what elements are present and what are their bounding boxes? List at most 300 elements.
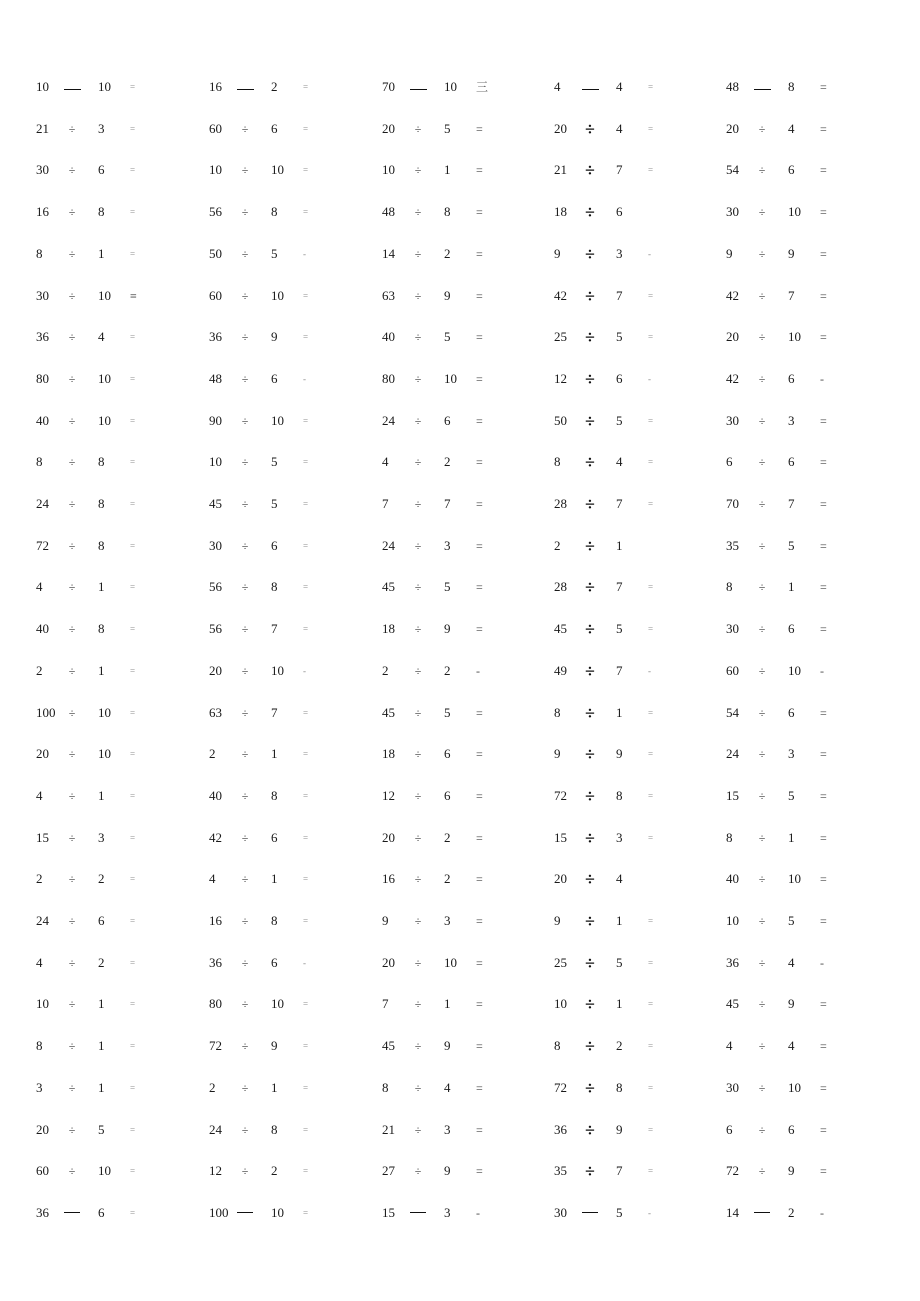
divisor: 5 bbox=[271, 496, 278, 511]
dividend: 45 bbox=[554, 621, 567, 636]
operator: ÷ bbox=[68, 455, 76, 469]
problem-3-17 bbox=[382, 744, 542, 764]
equals-sign: = bbox=[820, 914, 827, 928]
divisor: 10 bbox=[98, 746, 111, 761]
operator: ÷ bbox=[414, 247, 422, 261]
operator: ÷ bbox=[241, 205, 249, 219]
operator: ÷ bbox=[414, 914, 422, 928]
problem-1-15 bbox=[36, 661, 196, 681]
divisor: 8 bbox=[788, 79, 795, 94]
divisor: 6 bbox=[271, 830, 278, 845]
equals-sign: = bbox=[130, 874, 136, 884]
equals-sign: = bbox=[820, 872, 827, 886]
divisor: 10 bbox=[788, 1080, 801, 1095]
equals-sign: = bbox=[820, 80, 827, 94]
problem-2-10 bbox=[209, 452, 369, 472]
problem-2-3 bbox=[209, 160, 369, 180]
problem-4-8 bbox=[554, 369, 714, 389]
dividend: 10 bbox=[36, 79, 49, 94]
dividend: 21 bbox=[554, 162, 567, 177]
operator-line bbox=[582, 77, 598, 97]
equals-sign: = bbox=[648, 457, 654, 467]
dividend: 10 bbox=[554, 996, 567, 1011]
divisor: 8 bbox=[98, 621, 105, 636]
divisor: 1 bbox=[98, 996, 105, 1011]
dividend: 40 bbox=[726, 871, 739, 886]
dividend: 60 bbox=[726, 663, 739, 678]
dividend: 36 bbox=[209, 955, 222, 970]
equals-sign: = bbox=[130, 1166, 136, 1176]
divisor: 4 bbox=[788, 1038, 795, 1053]
operator: ÷ bbox=[585, 202, 595, 222]
divisor: 8 bbox=[444, 204, 451, 219]
dividend: 45 bbox=[382, 579, 395, 594]
equals-sign: = bbox=[303, 1125, 309, 1135]
problem-4-27 bbox=[554, 1161, 714, 1181]
operator: ÷ bbox=[241, 247, 249, 261]
dividend: 54 bbox=[726, 162, 739, 177]
problem-4-28 bbox=[554, 1203, 714, 1223]
divisor: 9 bbox=[271, 1038, 278, 1053]
divisor: 10 bbox=[271, 996, 284, 1011]
equals-sign: = bbox=[476, 289, 483, 303]
problem-4-13 bbox=[554, 577, 714, 597]
problem-3-1 bbox=[382, 77, 542, 97]
equals-sign: = bbox=[303, 165, 309, 175]
divisor: 2 bbox=[98, 871, 105, 886]
problem-2-13 bbox=[209, 577, 369, 597]
problem-1-23 bbox=[36, 994, 196, 1014]
equals-sign: = bbox=[130, 541, 136, 551]
dividend: 80 bbox=[209, 996, 222, 1011]
dividend: 48 bbox=[209, 371, 222, 386]
operator: ÷ bbox=[758, 580, 766, 594]
dividend: 56 bbox=[209, 204, 222, 219]
dividend: 10 bbox=[726, 913, 739, 928]
equals-sign: = bbox=[476, 622, 483, 636]
divisor: 4 bbox=[616, 121, 623, 136]
equals-sign: = bbox=[820, 831, 827, 845]
problem-3-19 bbox=[382, 828, 542, 848]
divisor: 5 bbox=[616, 1205, 623, 1220]
operator: ÷ bbox=[241, 122, 249, 136]
operator-line bbox=[237, 77, 253, 97]
dividend: 30 bbox=[36, 162, 49, 177]
divisor: 10 bbox=[98, 413, 111, 428]
dividend: 2 bbox=[36, 663, 43, 678]
operator: ÷ bbox=[414, 205, 422, 219]
dividend: 48 bbox=[726, 79, 739, 94]
dividend: 45 bbox=[726, 996, 739, 1011]
equals-sign: = bbox=[820, 1081, 827, 1095]
equals-sign: = bbox=[820, 747, 827, 761]
problem-2-4 bbox=[209, 202, 369, 222]
dividend: 50 bbox=[209, 246, 222, 261]
divisor: 9 bbox=[444, 288, 451, 303]
equals-sign: - bbox=[303, 249, 306, 259]
equals-sign: = bbox=[476, 247, 483, 261]
divisor: 6 bbox=[444, 746, 451, 761]
dividend: 45 bbox=[382, 705, 395, 720]
dividend: 90 bbox=[209, 413, 222, 428]
operator: ÷ bbox=[68, 122, 76, 136]
divisor: 10 bbox=[788, 329, 801, 344]
operator: ÷ bbox=[241, 1039, 249, 1053]
divisor: 5 bbox=[788, 538, 795, 553]
operator: ÷ bbox=[585, 160, 595, 180]
problem-3-20 bbox=[382, 869, 542, 889]
dividend: 35 bbox=[726, 538, 739, 553]
divisor: 1 bbox=[98, 579, 105, 594]
problem-2-28 bbox=[209, 1203, 369, 1223]
equals-sign: = bbox=[820, 414, 827, 428]
problem-1-18 bbox=[36, 786, 196, 806]
divisor: 7 bbox=[271, 705, 278, 720]
problem-4-5 bbox=[554, 244, 714, 264]
equals-sign: = bbox=[130, 1208, 136, 1218]
equals-sign: = bbox=[476, 1081, 483, 1095]
operator: ÷ bbox=[241, 580, 249, 594]
dividend: 24 bbox=[382, 538, 395, 553]
problem-2-11 bbox=[209, 494, 369, 514]
problem-4-12 bbox=[554, 536, 714, 556]
dividend: 63 bbox=[209, 705, 222, 720]
problem-1-26 bbox=[36, 1120, 196, 1140]
divisor: 6 bbox=[444, 413, 451, 428]
problem-3-15 bbox=[382, 661, 542, 681]
equals-sign: = bbox=[648, 916, 654, 926]
equals-sign: = bbox=[648, 958, 654, 968]
operator: ÷ bbox=[585, 244, 595, 264]
equals-sign: = bbox=[130, 624, 136, 634]
divisor: 4 bbox=[788, 955, 795, 970]
operator: ÷ bbox=[585, 703, 595, 723]
divisor: 9 bbox=[444, 621, 451, 636]
dividend: 12 bbox=[209, 1163, 222, 1178]
operator: ÷ bbox=[758, 1123, 766, 1137]
dividend: 15 bbox=[726, 788, 739, 803]
equals-sign: = bbox=[130, 332, 136, 342]
operator: ÷ bbox=[758, 706, 766, 720]
dividend: 49 bbox=[554, 663, 567, 678]
problem-2-2 bbox=[209, 119, 369, 139]
problem-1-25 bbox=[36, 1078, 196, 1098]
equals-sign: = bbox=[303, 416, 309, 426]
problem-4-23 bbox=[554, 994, 714, 1014]
operator: ÷ bbox=[758, 163, 766, 177]
dividend: 8 bbox=[36, 1038, 43, 1053]
dividend: 9 bbox=[554, 746, 561, 761]
operator: ÷ bbox=[241, 163, 249, 177]
divisor: 1 bbox=[98, 1038, 105, 1053]
dividend: 18 bbox=[382, 746, 395, 761]
operator: ÷ bbox=[585, 1120, 595, 1140]
dividend: 40 bbox=[382, 329, 395, 344]
problem-3-10 bbox=[382, 452, 542, 472]
equals-sign: = bbox=[130, 374, 136, 384]
dividend: 7 bbox=[382, 496, 389, 511]
dividend: 2 bbox=[209, 746, 216, 761]
divisor: 5 bbox=[444, 705, 451, 720]
equals-sign: = bbox=[476, 163, 483, 177]
operator: ÷ bbox=[758, 1164, 766, 1178]
problem-2-1 bbox=[209, 77, 369, 97]
operator-line bbox=[64, 77, 80, 97]
operator: ÷ bbox=[585, 953, 595, 973]
equals-sign: = bbox=[820, 289, 827, 303]
dividend: 20 bbox=[726, 329, 739, 344]
problem-2-14 bbox=[209, 619, 369, 639]
equals-sign: = bbox=[648, 416, 654, 426]
equals-sign: = bbox=[648, 582, 654, 592]
dividend: 10 bbox=[209, 162, 222, 177]
problem-3-8 bbox=[382, 369, 542, 389]
dividend: 30 bbox=[554, 1205, 567, 1220]
equals-sign: = bbox=[130, 124, 136, 134]
dividend: 35 bbox=[554, 1163, 567, 1178]
dividend: 2 bbox=[382, 663, 389, 678]
problem-1-9 bbox=[36, 411, 196, 431]
problem-4-16 bbox=[554, 703, 714, 723]
divisor: 1 bbox=[98, 663, 105, 678]
problem-4-11 bbox=[554, 494, 714, 514]
equals-sign: = bbox=[820, 1039, 827, 1053]
divisor: 10 bbox=[444, 79, 457, 94]
equals-sign: = bbox=[648, 124, 654, 134]
operator: ÷ bbox=[758, 1081, 766, 1095]
divisor: 8 bbox=[271, 1122, 278, 1137]
divisor: 3 bbox=[444, 913, 451, 928]
divisor: 1 bbox=[616, 996, 623, 1011]
problem-1-27 bbox=[36, 1161, 196, 1181]
problem-5-7 bbox=[726, 327, 886, 347]
equals-sign: - bbox=[820, 956, 824, 970]
operator: ÷ bbox=[585, 327, 595, 347]
dividend: 8 bbox=[726, 579, 733, 594]
operator: ÷ bbox=[68, 622, 76, 636]
operator-line bbox=[237, 1203, 253, 1223]
dividend: 4 bbox=[36, 579, 43, 594]
dividend: 24 bbox=[36, 496, 49, 511]
problem-2-24 bbox=[209, 1036, 369, 1056]
operator: ÷ bbox=[758, 831, 766, 845]
divisor: 6 bbox=[271, 371, 278, 386]
divisor: 6 bbox=[788, 371, 795, 386]
dividend: 8 bbox=[36, 454, 43, 469]
divisor: 5 bbox=[271, 246, 278, 261]
operator: ÷ bbox=[414, 289, 422, 303]
equals-sign: = bbox=[303, 124, 309, 134]
equals-sign: - bbox=[820, 664, 824, 678]
divisor: 8 bbox=[616, 788, 623, 803]
equals-sign: - bbox=[820, 372, 824, 386]
divisor: 8 bbox=[271, 579, 278, 594]
equals-sign: = bbox=[476, 372, 483, 386]
divisor: 10 bbox=[444, 371, 457, 386]
equals-sign: - bbox=[648, 666, 651, 676]
problem-3-18 bbox=[382, 786, 542, 806]
divisor: 8 bbox=[616, 1080, 623, 1095]
operator: ÷ bbox=[68, 497, 76, 511]
divisor: 2 bbox=[444, 871, 451, 886]
divisor: 7 bbox=[616, 288, 623, 303]
dividend: 4 bbox=[382, 454, 389, 469]
divisor: 1 bbox=[788, 579, 795, 594]
divisor: 9 bbox=[444, 1038, 451, 1053]
operator: ÷ bbox=[241, 1123, 249, 1137]
problem-1-21 bbox=[36, 911, 196, 931]
operator: ÷ bbox=[241, 455, 249, 469]
dividend: 40 bbox=[36, 413, 49, 428]
problem-1-17 bbox=[36, 744, 196, 764]
dividend: 80 bbox=[382, 371, 395, 386]
divisor: 5 bbox=[616, 955, 623, 970]
divisor: 6 bbox=[98, 1205, 105, 1220]
operator: ÷ bbox=[585, 411, 595, 431]
problem-1-28 bbox=[36, 1203, 196, 1223]
problem-3-26 bbox=[382, 1120, 542, 1140]
operator: ÷ bbox=[758, 1039, 766, 1053]
operator: ÷ bbox=[585, 1036, 595, 1056]
problem-5-5 bbox=[726, 244, 886, 264]
problem-2-22 bbox=[209, 953, 369, 973]
dividend: 24 bbox=[382, 413, 395, 428]
operator: ÷ bbox=[585, 994, 595, 1014]
divisor: 3 bbox=[616, 830, 623, 845]
operator: ÷ bbox=[585, 536, 595, 556]
problem-4-6 bbox=[554, 286, 714, 306]
dividend: 56 bbox=[209, 621, 222, 636]
equals-sign: = bbox=[303, 457, 309, 467]
equals-sign: = bbox=[130, 165, 136, 175]
equals-sign: = bbox=[820, 622, 827, 636]
problem-5-2 bbox=[726, 119, 886, 139]
problem-2-26 bbox=[209, 1120, 369, 1140]
operator: ÷ bbox=[414, 872, 422, 886]
operator: ÷ bbox=[585, 911, 595, 931]
divisor: 8 bbox=[271, 788, 278, 803]
equals-sign: = bbox=[303, 708, 309, 718]
equals-sign: = bbox=[130, 1041, 136, 1051]
operator: ÷ bbox=[758, 622, 766, 636]
dividend: 72 bbox=[554, 1080, 567, 1095]
dividend: 16 bbox=[209, 913, 222, 928]
dividend: 72 bbox=[554, 788, 567, 803]
problem-1-1 bbox=[36, 77, 196, 97]
equals-sign: = bbox=[130, 416, 136, 426]
operator: ÷ bbox=[414, 580, 422, 594]
operator: ÷ bbox=[241, 414, 249, 428]
dividend: 8 bbox=[382, 1080, 389, 1095]
problem-3-27 bbox=[382, 1161, 542, 1181]
divisor: 5 bbox=[98, 1122, 105, 1137]
dividend: 72 bbox=[209, 1038, 222, 1053]
dividend: 60 bbox=[209, 288, 222, 303]
divisor: 8 bbox=[98, 204, 105, 219]
operator: ÷ bbox=[414, 163, 422, 177]
operator: ÷ bbox=[414, 956, 422, 970]
equals-sign: = bbox=[476, 706, 483, 720]
problem-5-3 bbox=[726, 160, 886, 180]
problem-1-3 bbox=[36, 160, 196, 180]
operator: ÷ bbox=[241, 914, 249, 928]
equals-sign: = bbox=[303, 749, 309, 759]
dividend: 3 bbox=[36, 1080, 43, 1095]
divisor: 7 bbox=[616, 496, 623, 511]
dividend: 28 bbox=[554, 496, 567, 511]
problem-5-16 bbox=[726, 703, 886, 723]
divisor: 6 bbox=[788, 162, 795, 177]
operator: ÷ bbox=[68, 372, 76, 386]
problem-2-5 bbox=[209, 244, 369, 264]
problem-4-24 bbox=[554, 1036, 714, 1056]
operator: ÷ bbox=[585, 1161, 595, 1181]
divisor: 7 bbox=[616, 663, 623, 678]
dividend: 20 bbox=[36, 1122, 49, 1137]
equals-sign: = bbox=[130, 749, 136, 759]
divisor: 5 bbox=[444, 121, 451, 136]
dividend: 30 bbox=[36, 288, 49, 303]
divisor: 8 bbox=[98, 538, 105, 553]
problem-3-6 bbox=[382, 286, 542, 306]
equals-sign: = bbox=[648, 833, 654, 843]
dividend: 8 bbox=[36, 246, 43, 261]
divisor: 9 bbox=[788, 996, 795, 1011]
divisor: 2 bbox=[444, 246, 451, 261]
divisor: 10 bbox=[271, 413, 284, 428]
dividend: 27 bbox=[382, 1163, 395, 1178]
problem-1-13 bbox=[36, 577, 196, 597]
divisor: 10 bbox=[271, 288, 284, 303]
problem-1-20 bbox=[36, 869, 196, 889]
operator: ÷ bbox=[585, 828, 595, 848]
problem-4-3 bbox=[554, 160, 714, 180]
equals-sign: - bbox=[820, 1206, 824, 1220]
divisor: 6 bbox=[98, 913, 105, 928]
divisor: 8 bbox=[271, 913, 278, 928]
problem-5-10 bbox=[726, 452, 886, 472]
equals-sign: = bbox=[476, 580, 483, 594]
operator: ÷ bbox=[68, 289, 76, 303]
operator: ÷ bbox=[758, 497, 766, 511]
dividend: 48 bbox=[382, 204, 395, 219]
dividend: 36 bbox=[209, 329, 222, 344]
problem-2-17 bbox=[209, 744, 369, 764]
operator: ÷ bbox=[414, 997, 422, 1011]
problem-3-22 bbox=[382, 953, 542, 973]
operator: ÷ bbox=[414, 330, 422, 344]
operator: ÷ bbox=[414, 497, 422, 511]
dividend: 14 bbox=[382, 246, 395, 261]
divisor: 1 bbox=[444, 162, 451, 177]
divisor: 1 bbox=[271, 871, 278, 886]
divisor: 7 bbox=[271, 621, 278, 636]
equals-sign: = bbox=[820, 122, 827, 136]
divisor: 3 bbox=[788, 413, 795, 428]
equals-sign: = bbox=[820, 789, 827, 803]
divisor: 10 bbox=[98, 371, 111, 386]
equals-sign: = bbox=[130, 1083, 136, 1093]
dividend: 10 bbox=[209, 454, 222, 469]
equals-sign: = bbox=[303, 1166, 309, 1176]
operator: ÷ bbox=[241, 664, 249, 678]
dividend: 4 bbox=[726, 1038, 733, 1053]
operator: ÷ bbox=[68, 831, 76, 845]
equals-sign: = bbox=[130, 666, 136, 676]
problem-2-19 bbox=[209, 828, 369, 848]
equals-sign: = bbox=[476, 414, 483, 428]
equals-sign: = bbox=[820, 205, 827, 219]
